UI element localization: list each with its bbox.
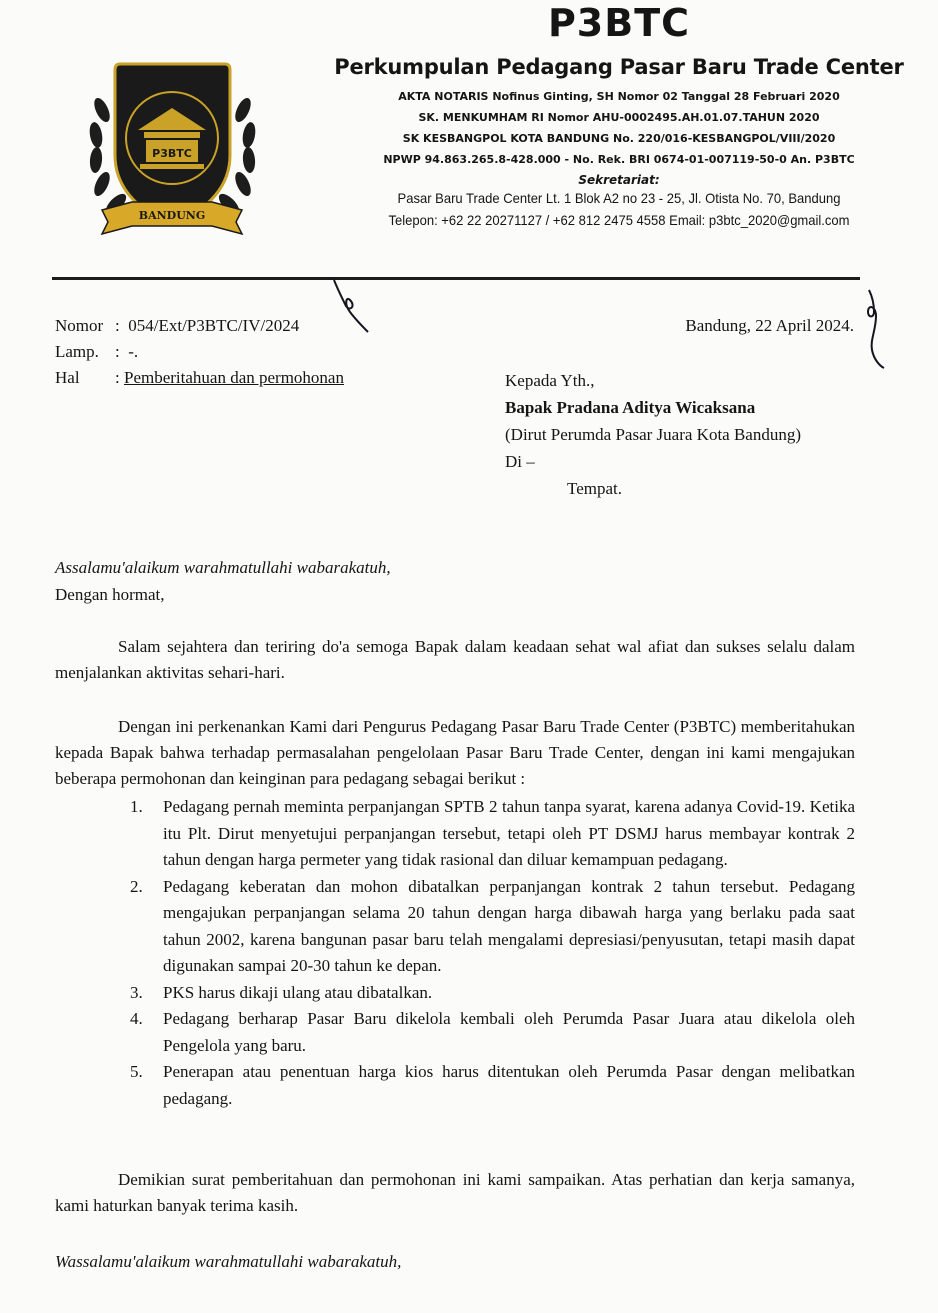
recipient-di: Di –	[505, 452, 535, 471]
nomor-row	[55, 313, 344, 339]
letter-meta	[55, 313, 344, 391]
phone-email: Telepon: +62 22 20271127 / +62 812 2475 4558 Email: p3btc_2020@gmail.com	[388, 212, 850, 228]
p3btc-logo	[80, 50, 265, 240]
list-item	[130, 1006, 855, 1059]
list-text: Pedagang pernah meminta perpanjangan SPTB 2 tahun tanpa syarat, karena adanya Covid-19. Ketika itu Plt. Dirut menyetujui perpanjangan tersebut, tetapi oleh PT DSMJ harus membayar kontrak 2 tahun dengan harga permeter yang tidak rasional dan diluar kemampuan pedagang.	[163, 797, 855, 869]
list-text: PKS harus dikaji ulang atau dibatalkan.	[163, 982, 433, 1002]
list-number: 5.	[130, 1062, 143, 1081]
list-number: 2.	[130, 876, 143, 896]
paragraph-opening	[55, 634, 855, 686]
list-item	[130, 1059, 855, 1112]
recipient-position: (Dirut Perumda Pasar Juara Kota Bandung)	[505, 425, 802, 444]
org-name: Perkumpulan Pedagang Pasar Baru Trade Center	[334, 55, 904, 79]
recipient-block	[505, 367, 801, 502]
list-item	[130, 794, 855, 874]
list-text: Penerapan atau penentuan harga kios harus ditentukan oleh Perumda Pasar dengan melibatkan pedagang.	[163, 1062, 855, 1108]
paragraph-intro	[55, 714, 855, 792]
hal-value: Pemberitahuan dan permohonan	[123, 368, 344, 387]
closing-salam: Wassalamu'alaikum warahmatullahi wabarakatuh,	[55, 1252, 402, 1271]
list-number: 3.	[130, 982, 143, 1002]
nomor-label: Nomor	[55, 316, 104, 335]
hal-row	[55, 365, 344, 391]
lamp-row	[55, 339, 344, 365]
list-text: Pedagang keberatan dan mohon dibatalkan perpanjangan kontrak 2 tahun tersebut. Pedagang mengajukan perpanjangan selama 20 tahun dengan harga dibawah harga yang berlaku pada saat tahun 2002, karena bangunan pasar baru telah mengalami depresiasi/penyusutan, tetapi masih dapat digunakan sampai 20-30 tahun ke depan.	[163, 876, 855, 975]
salam: Assalamu'alaikum warahmatullahi wabarakatuh,	[55, 558, 391, 577]
lamp-value: -.	[128, 342, 139, 361]
recipient-to: Kepada Yth.,	[505, 371, 595, 390]
separator: :	[115, 316, 120, 335]
legal-info	[318, 86, 920, 191]
svg-text:P3BTC: P3BTC	[152, 147, 192, 160]
recipient-name: Bapak Pradana Aditya Wicaksana	[505, 398, 756, 417]
hal-label: Hal	[55, 368, 80, 387]
paragraph-text: Salam sejahtera dan teriring do'a semoga Bapak dalam keadaan sehat wal afiat dan sukses selalu dalam menjalankan aktivitas sehari-hari.	[55, 637, 855, 682]
hormat: Dengan hormat,	[55, 585, 165, 604]
lamp-label: Lamp.	[55, 342, 99, 361]
paragraph-text: Demikian surat pemberitahuan dan permohonan ini kami sampaikan. Atas perhatian dan kerja samanya, kami haturkan banyak terima kasih.	[55, 1170, 855, 1215]
svg-text:BANDUNG: BANDUNG	[138, 209, 206, 222]
list-number: 4.	[130, 1009, 143, 1028]
recipient-place: Tempat.	[567, 479, 622, 498]
contact-info	[339, 187, 899, 231]
list-item	[130, 874, 855, 980]
secretariat-label: Sekretariat:	[578, 173, 660, 187]
legal-line: SK. MENKUMHAM RI Nomor AHU-0002495.AH.01.07.TAHUN 2020	[418, 111, 820, 124]
letter-date: Bandung, 22 April 2024.	[685, 316, 854, 335]
paraf-mark-icon	[868, 290, 884, 368]
list-number: 1.	[130, 797, 143, 816]
greeting	[55, 554, 391, 608]
list-item	[130, 980, 855, 1007]
header-divider	[52, 277, 860, 280]
paragraph-closing	[55, 1167, 855, 1219]
org-abbreviation: P3BTC	[547, 1, 691, 45]
list-text: Pedagang berharap Pasar Baru dikelola kembali oleh Perumda Pasar Juara atau dikelola oleh Pengelola yang baru.	[163, 1009, 855, 1055]
legal-line: SK KESBANGPOL KOTA BANDUNG No. 220/016-KESBANGPOL/VIII/2020	[402, 132, 836, 145]
address: Pasar Baru Trade Center Lt. 1 Blok A2 no 23 - 25, Jl. Otista No. 70, Bandung	[397, 190, 841, 206]
nomor-value: 054/Ext/P3BTC/IV/2024	[128, 316, 300, 335]
request-list	[130, 794, 855, 1112]
separator: :	[115, 368, 120, 387]
separator: :	[115, 342, 120, 361]
legal-line: NPWP 94.863.265.8-428.000 - No. Rek. BRI 0674-01-007119-50-0 An. P3BTC	[383, 153, 855, 166]
paragraph-text: Dengan ini perkenankan Kami dari Pengurus Pedagang Pasar Baru Trade Center (P3BTC) memberitahukan kepada Bapak bahwa terhadap permasalahan pengelolaan Pasar Baru Trade Center, dengan ini kami mengajukan beberapa permohonan dan keinginan para pedagang sebagai berikut :	[55, 717, 855, 788]
legal-line: AKTA NOTARIS Nofinus Ginting, SH Nomor 02 Tanggal 28 Februari 2020	[398, 90, 840, 103]
